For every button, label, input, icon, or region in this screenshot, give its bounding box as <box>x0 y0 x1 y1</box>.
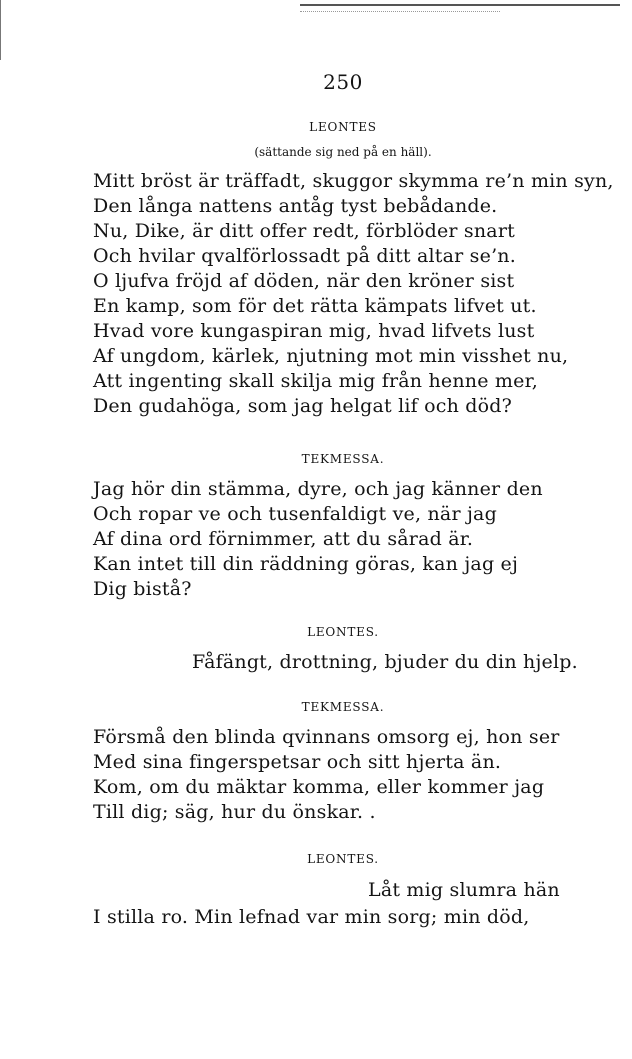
verse-line: Med sina fingerspetsar och sitt hjerta än. <box>93 751 502 773</box>
verse-line: Jag hör din stämma, dyre, och jag känner den <box>93 478 543 500</box>
verse-line: Att ingenting skall skilja mig från henne mer, <box>93 370 539 392</box>
verse-line: Och hvilar qvalförlossadt på ditt altar se’n. <box>93 245 516 267</box>
verse-line: Den gudahöga, som jag helgat lif och död? <box>93 395 513 417</box>
verse-line: Fåfängt, drottning, bjuder du din hjelp. <box>192 651 578 673</box>
verse-line: Till dig; säg, hur du önskar. . <box>93 801 376 823</box>
verse-line: Hvad vore kungaspiran mig, hvad lifvets lust <box>93 320 535 342</box>
verse-line: O ljufva fröjd af döden, när den kröner sist <box>93 270 515 292</box>
verse-line: En kamp, som för det rätta kämpats lifvet ut. <box>93 295 537 317</box>
verse-line: Af dina ord förnimmer, att du sårad är. <box>93 528 474 550</box>
verse-line: Låt mig slumra hän <box>368 879 560 901</box>
speaker-name: LEONTES <box>309 120 377 134</box>
verse-line: Försmå den blinda qvinnans omsorg ej, hon ser <box>93 726 560 748</box>
speaker-name: TEKMESSA. <box>301 452 385 466</box>
page-number: 250 <box>323 70 363 94</box>
top-page-rule-faint <box>300 11 500 12</box>
verse-line: Mitt bröst är träffadt, skuggor skymma re’n min syn, <box>93 170 614 192</box>
speaker-name: LEONTES. <box>307 852 379 866</box>
stage-direction: (sättande sig ned på en häll). <box>254 145 432 159</box>
verse-line: Kom, om du mäktar komma, eller kommer jag <box>93 776 545 798</box>
speaker-name: LEONTES. <box>307 625 379 639</box>
speaker-name: TEKMESSA. <box>301 700 385 714</box>
verse-line: Af ungdom, kärlek, njutning mot min visshet nu, <box>93 345 569 367</box>
verse-line: Den långa nattens antåg tyst bebådande. <box>93 195 498 217</box>
verse-line: I stilla ro. Min lefnad var min sorg; min död, <box>93 906 530 928</box>
verse-line: Kan intet till din räddning göras, kan jag ej <box>93 553 519 575</box>
verse-line: Nu, Dike, är ditt offer redt, förblöder snart <box>93 220 515 242</box>
page-left-edge <box>0 0 1 60</box>
verse-line: Och ropar ve och tusenfaldigt ve, när jag <box>93 503 497 525</box>
verse-line: Dig bistå? <box>93 578 192 600</box>
top-page-rule <box>300 4 620 6</box>
